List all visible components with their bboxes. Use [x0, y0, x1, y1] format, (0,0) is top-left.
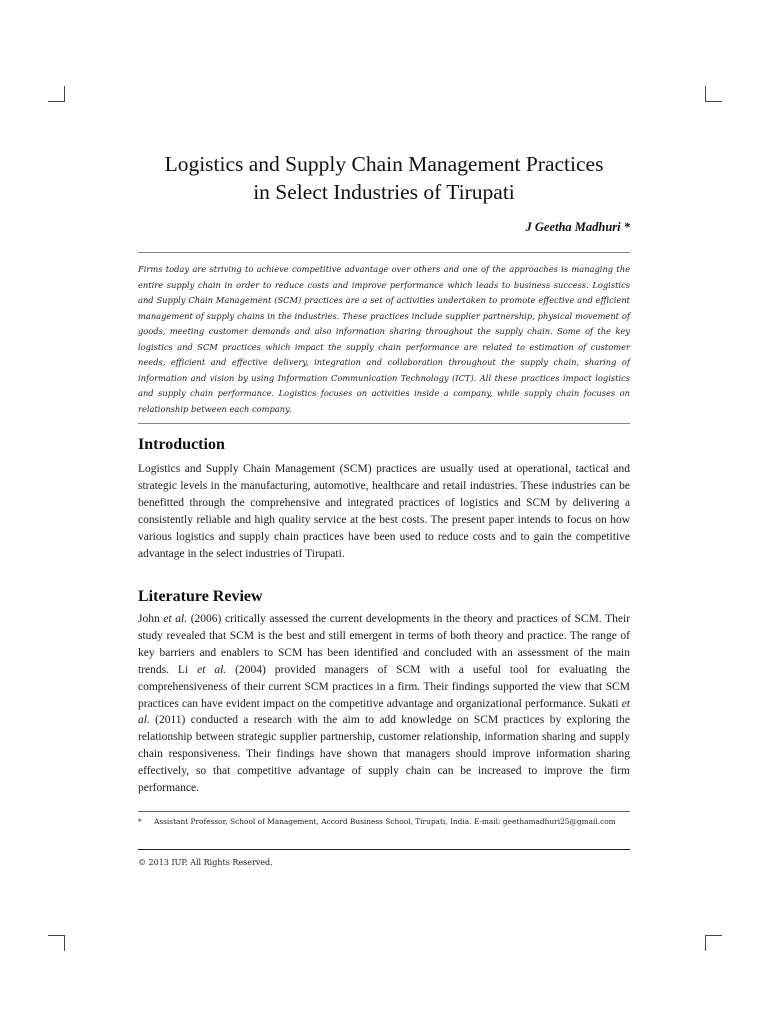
abstract-bottom-rule — [138, 423, 630, 424]
footnote-text: Assistant Professor, School of Management, Accord Business School, Tirupati, India. E-mail: geethamadhuri25@gmail.com — [154, 817, 616, 826]
lit-text-part-3: (2004) provided managers of SCM with a useful tool for evaluating the comprehensiveness of their current SCM practices in a firm. Their findings supported the view that SCM practices can have evident impact on the competitive advantage and organizational performance. Sukati — [138, 663, 630, 710]
abstract-text: Firms today are striving to achieve competitive advantage over others and one of the approaches is managing the entire supply chain in order to reduce costs and improve performance which leads to business success. Logistics and Supply Chain Management (SCM) practices are a set of activities undertaken to promote effective and efficient management of supply chains in the industries. These practices include supplier partnership, physical movement of goods, meeting customer demands and also information sharing throughout the supply chain. Some of the key logistics and SCM practices which impact the supply chain performance are related to estimation of customer needs, efficient and effective delivery, integration and collaboration throughout the supply chain, sharing of information and vision by using Information Communication Technology (ICT). All these practices impact logistics and supply chain performance. Logistics focuses on activities inside a company, while supply chain focuses on relationship between each company. — [138, 264, 630, 414]
paper-title — [138, 150, 630, 206]
footnote — [138, 816, 630, 828]
introduction-heading: Introduction — [138, 436, 225, 453]
crop-mark-bottom-right-v — [705, 935, 706, 951]
crop-mark-bottom-right-h — [705, 935, 722, 936]
lit-text-part-1: John — [138, 613, 164, 625]
lit-et-al-3: et al. — [138, 697, 630, 727]
lit-et-al-2: et al. — [197, 663, 227, 676]
lit-text-part-4: (2011) conducted a research with the aim to add knowledge on SCM practices by exploring the relationship between strategic supplier partnership, customer relationship, information sharing and supply chain responsiveness. Their findings have shown that managers should improve information sharing effectively, so that competitive advantage of supply chain can be increased to improve the firm performance. — [138, 714, 630, 795]
crop-mark-bottom-left-v — [64, 935, 65, 951]
abstract-top-rule — [138, 252, 630, 253]
title-line-1: Logistics and Supply Chain Management Practices — [164, 152, 604, 176]
crop-mark-top-left-v — [64, 86, 65, 102]
literature-review-heading: Literature Review — [138, 588, 263, 605]
footnote-rule — [138, 811, 630, 812]
literature-review-text — [138, 611, 630, 797]
crop-mark-top-left-h — [48, 101, 65, 102]
crop-mark-bottom-left-h — [48, 935, 65, 936]
lit-et-al-1: et al. — [163, 613, 188, 625]
author-name: J Geetha Madhuri * — [525, 220, 630, 234]
introduction-text: Logistics and Supply Chain Management (SCM) practices are usually used at operational, tactical and strategic levels in the manufacturing, automotive, healthcare and retail industries. These industries can be benefitted through the comprehensive and integrated practices of logistics and SCM by delivering a consistently reliable and high quality service at the best costs. The present paper intends to focus on how various logistics and supply chain practices have been used to reduce costs and to gain the competitive advantage in the select industries of Tirupati. — [138, 463, 630, 560]
lit-text-part-2: (2006) critically assessed the current developments in the theory and practices of SCM. Their study revealed that SCM is the best and still emergent in terms of both theory and practice. The range of key barriers and enablers to SCM has been identified and concluded with an assessment of the main trends. Li — [138, 613, 630, 676]
copyright-text: © 2013 IUP. All Rights Reserved. — [138, 858, 273, 867]
footnote-mark: * — [138, 817, 142, 826]
crop-mark-top-right-v — [705, 86, 706, 102]
crop-mark-top-right-h — [705, 101, 722, 102]
title-line-2: in Select Industries of Tirupati — [253, 180, 515, 204]
copyright-rule — [138, 849, 630, 850]
